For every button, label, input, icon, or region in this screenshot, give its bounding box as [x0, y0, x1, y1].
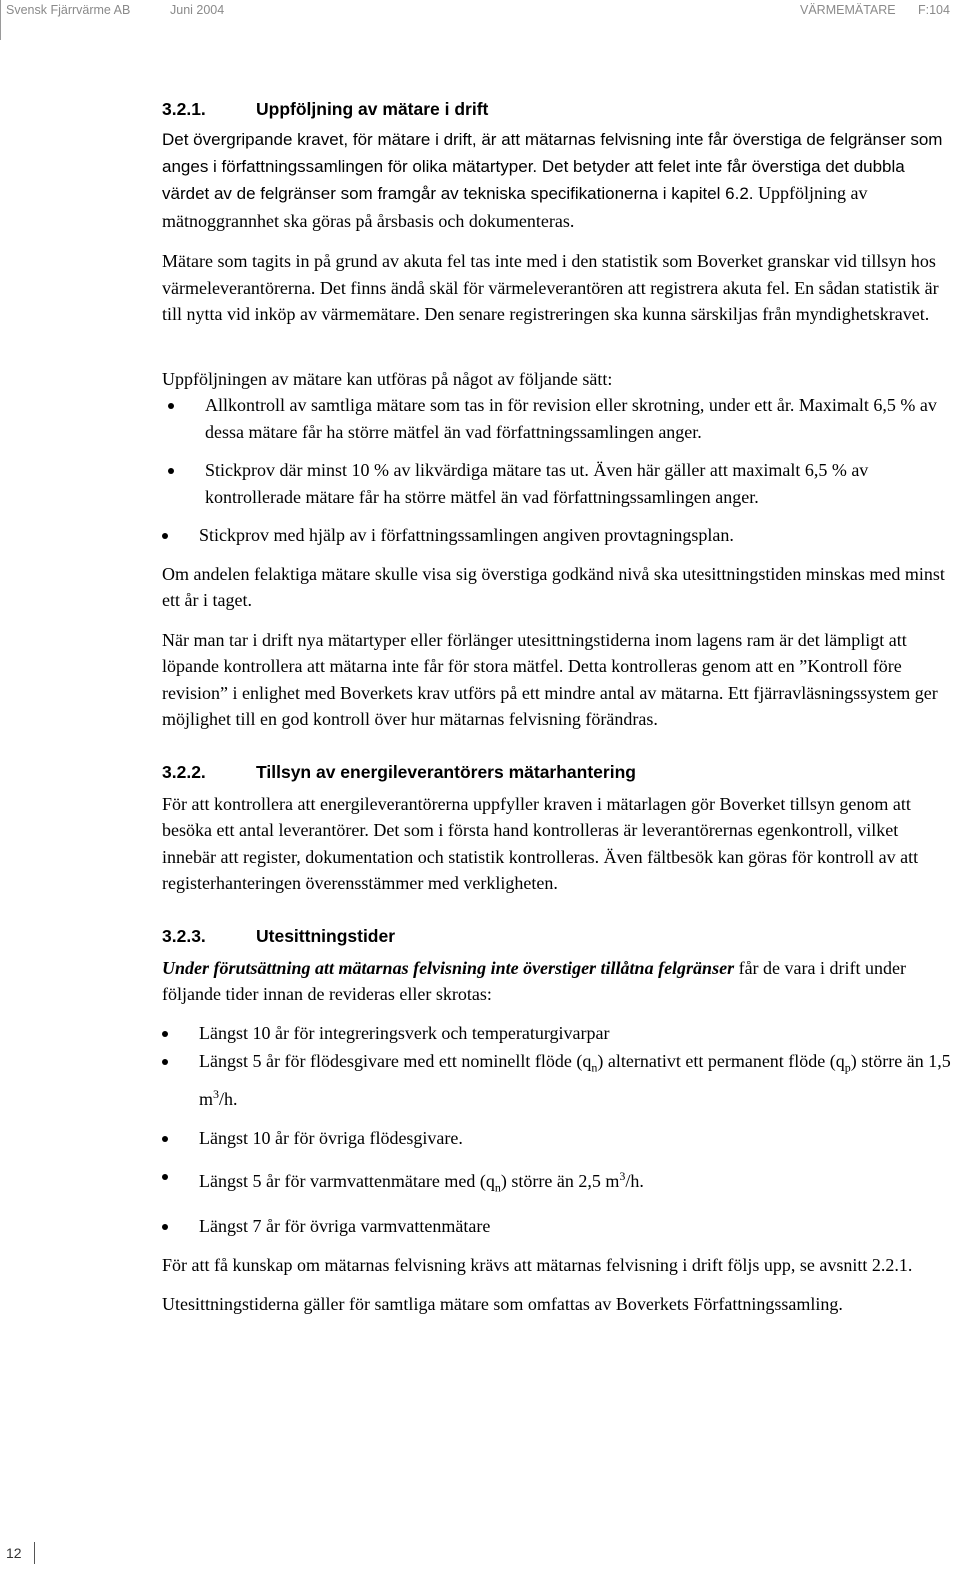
header-page-code: F:104	[918, 3, 950, 17]
lead-text: Under förutsättning att mätarnas felvisning inte överstiger tillåtna felgränser	[162, 957, 735, 978]
section-title: Uppföljning av mätare i drift	[256, 99, 489, 119]
section-title: Utesittningstider	[256, 925, 396, 946]
section-title: Tillsyn av energileverantörers mätarhantering	[256, 761, 636, 782]
paragraph-supervision: För att kontrollera att energileverantörerna uppfyller kraven i mätarlagen gör Boverket tillsyn genom att besöka ett antal leverantörer. Det som i första hand kontrolleras är leverantörernas egenkontroll, vilket innebär att register, dokumentation och statistik kontrolleras. Även fältbesök kan göras för kontroll av att registerhanteringen överensstämmer med verkligheten.	[162, 793, 919, 893]
paragraph-follow-up: För att få kunskap om mätarnas felvisning krävs att mätarnas felvisning i drift följs upp, se avsnitt 2.2.1.	[162, 1254, 913, 1275]
header-separator	[0, 0, 1, 20]
paragraph-methods-intro: Uppföljningen av mätare kan utföras på något av följande sätt:	[162, 368, 613, 389]
paragraph-applicability: Utesittningstiderna gäller för samtliga mätare som omfattas av Boverkets Författningssamling.	[162, 1294, 843, 1315]
paragraph-new-meters: När man tar i drift nya mätartyper eller förlänger utesittningstiderna inom lagens ram är det lämpligt att löpande kontrollera att mätarna inte får för stora mätfel. Detta kontrolleras genom att en ”Kontroll före revision” i enlighet med Boverkets krav utförs på ett mindre antal av mätarna. Ett fjärravläsningssystem ger möjlighet till en god kontroll över hur mätarnas felvisning förändras.	[162, 629, 938, 729]
paragraph-text: Det övergripande kravet, för mätare i drift, är att mätarnas felvisning inte får överstiga de felgränser som anges i författningssamlingen för olika mätartyper. Det betyder att felet inte får överstiga det dubbla värdet av de felgränser som framgår av tekniska specifikationerna i kapitel 6.2.	[162, 130, 943, 203]
list-item: Längst 5 år för varmvattenmätare med $(q_n)$ större än 2,5 $m^3/h$.	[199, 1163, 952, 1201]
list-item: Längst 10 år för övriga flödesgivare.	[199, 1125, 952, 1152]
header-separator	[0, 20, 1, 40]
page-header	[0, 0, 960, 24]
service-time-list	[162, 1020, 952, 1240]
paragraph-text: får de vara i drift under följande tider innan de revideras eller skrotas:	[162, 957, 906, 1004]
list-item: Stickprov med hjälp av i författningssamlingen angiven provtagningsplan.	[199, 522, 952, 549]
header-date: Juni 2004	[170, 3, 225, 17]
paragraph-requirement	[162, 127, 952, 235]
section-number: 3.2.3.	[162, 925, 206, 946]
page-number: 12	[6, 1545, 22, 1561]
list-item: Stickprov där minst 10 % av likvärdiga mätare tas ut. Även här gäller att maximalt 6,5 % av kontrollerade mätare får ha större mätfel än vad författningssamlingen anger.	[205, 457, 952, 510]
section-heading-321	[162, 96, 952, 122]
list-item: Längst 5 år för flödesgivare med ett nominellt flöde $(q_n)$ alternativt ett permanent flöde $(q_p)$ större än 1,5 $m^3/h$.	[199, 1048, 952, 1113]
list-item: Längst 7 år för övriga varmvattenmätare	[199, 1213, 952, 1240]
footer-separator	[34, 1542, 35, 1564]
paragraph-threshold: Om andelen felaktiga mätare skulle visa sig överstiga godkänd nivå ska utesittningstiden minskas med minst ett år i taget.	[162, 563, 945, 610]
methods-list-2	[162, 522, 952, 549]
list-item: Längst 10 år för integreringsverk och temperaturgivarpar	[199, 1020, 952, 1047]
paragraph-service-times	[162, 955, 952, 1008]
page-content	[162, 96, 952, 1318]
section-number: 3.2.1.	[162, 99, 206, 119]
list-item: Allkontroll av samtliga mätare som tas in för revision eller skrotning, under ett år. Maximalt 6,5 % av dessa mätare får ha större mätfel än vad författningssamlingen anger.	[205, 392, 952, 445]
header-company: Svensk Fjärrvärme AB	[6, 3, 131, 17]
section-heading-323	[162, 923, 952, 949]
section-heading-322	[162, 759, 952, 785]
paragraph-acute-faults: Mätare som tagits in på grund av akuta fel tas inte med i den statistik som Boverket granskar vid tillsyn hos värmeleverantörerna. Det finns ändå skäl för värmeleverantören att registrera akuta fel. En sådan statistik är till nytta vid inköp av värmemätare. Den senare registreringen ska kunna särskiljas från myndighetskravet.	[162, 251, 939, 324]
paragraph-text: Uppföljning av mätnoggrannhet ska göras på årsbasis och dokumenteras.	[162, 183, 868, 231]
header-section: VÄRMEMÄTARE	[800, 3, 896, 17]
methods-list	[162, 392, 952, 510]
section-number: 3.2.2.	[162, 761, 206, 782]
